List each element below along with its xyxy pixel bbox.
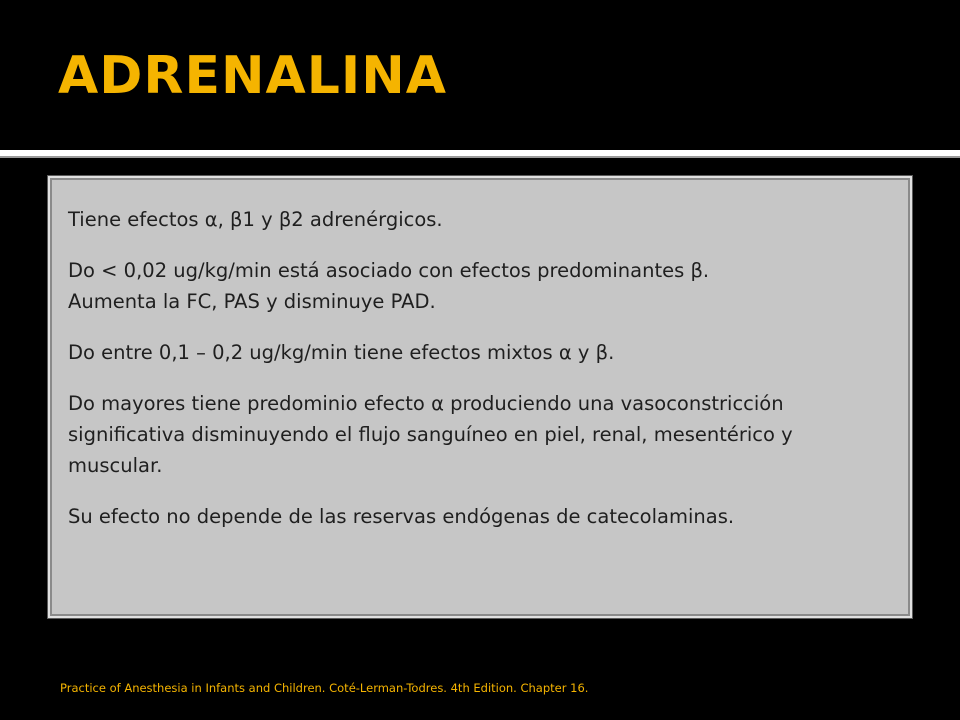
paragraph-high-dose: Do mayores tiene predominio efecto α produciendo una vasoconstricción significativa disminuyendo el flujo sanguíneo en piel, renal, mesentérico y muscular. <box>68 392 793 477</box>
content-box <box>48 176 912 618</box>
slide-title: ADRENALINA <box>58 46 447 106</box>
paragraph-low-dose: Do < 0,02 ug/kg/min está asociado con efectos predominantes β. Aumenta la FC, PAS y disminuye PAD. <box>68 259 710 313</box>
paragraph-effects: Tiene efectos α, β1 y β2 adrenérgicos. <box>68 208 443 231</box>
footer-citation: Practice of Anesthesia in Infants and Children. Coté-Lerman-Todres. 4th Edition. Chapter 16. <box>60 681 589 695</box>
paragraph-catecholamines: Su efecto no depende de las reservas endógenas de catecolaminas. <box>68 505 735 528</box>
title-bar <box>0 0 960 150</box>
title-divider-shadow <box>0 156 960 158</box>
paragraph-mid-dose: Do entre 0,1 – 0,2 ug/kg/min tiene efectos mixtos α y β. <box>68 341 615 364</box>
